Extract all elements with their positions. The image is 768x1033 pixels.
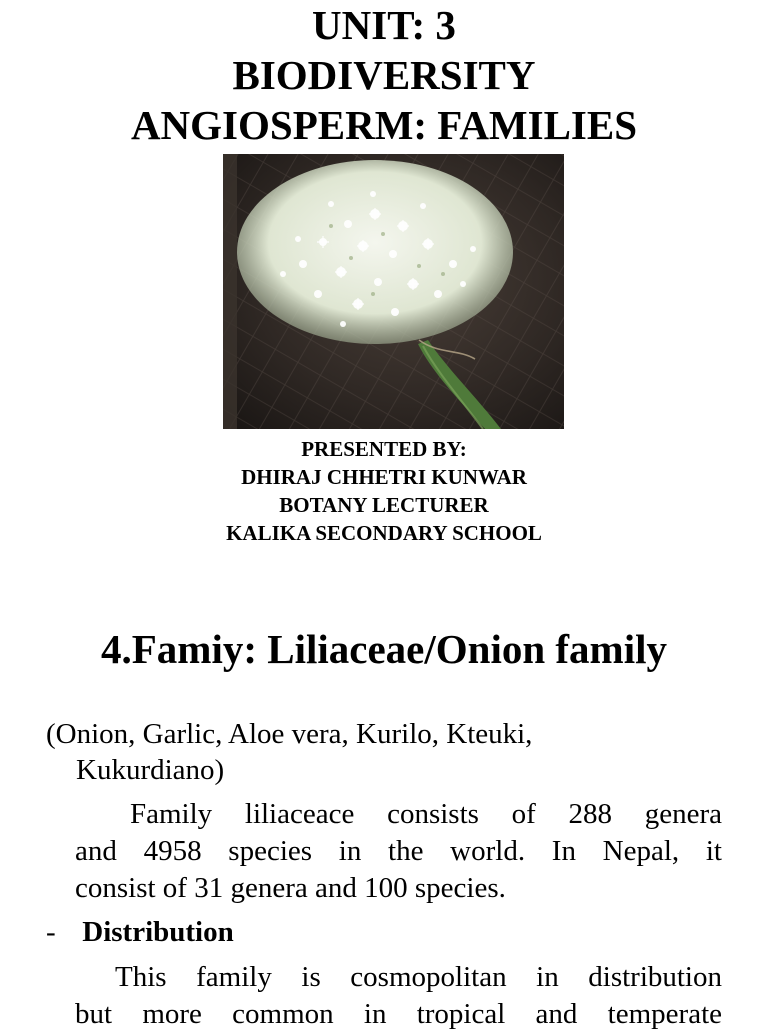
title-topic: ANGIOSPERM: FAMILIES (130, 102, 638, 148)
distribution-heading: Distribution (82, 916, 234, 948)
distribution-bullet (46, 914, 234, 951)
title-subject: BIODIVERSITY (232, 52, 536, 98)
presenter-school: KALIKA SECONDARY SCHOOL (226, 521, 542, 545)
family-examples (46, 716, 726, 788)
presenter-info (0, 435, 768, 547)
title-unit: UNIT: 3 (312, 2, 456, 48)
family-overview-paragraph (75, 796, 722, 907)
allium-flower-photo (223, 154, 564, 429)
presenter-role: BOTANY LECTURER (279, 493, 489, 517)
overview-line-3: consist of 31 genera and 100 species. (75, 872, 506, 904)
flower-illustration (223, 154, 564, 429)
presenter-name: DHIRAJ CHHETRI KUNWAR (241, 465, 527, 489)
examples-line-1: (Onion, Garlic, Aloe vera, Kurilo, Kteuki, (46, 718, 533, 750)
presented-by-label: PRESENTED BY: (301, 437, 467, 461)
distribution-line-1: This family is cosmopolitan in distribution (115, 961, 722, 993)
examples-line-2: Kukurdiano) (76, 754, 225, 786)
overview-line-2: and 4958 species in the world. In Nepal, it (75, 835, 722, 867)
cover-title (0, 0, 768, 150)
bullet-dash: - (46, 916, 56, 948)
distribution-paragraph (75, 959, 722, 1033)
section-heading: 4.Famiy: Liliaceae/Onion family (101, 626, 667, 672)
overview-line-1: Family liliaceace consists of 288 genera (130, 798, 722, 830)
distribution-line-2: but more common in tropical and temperate (75, 998, 722, 1030)
